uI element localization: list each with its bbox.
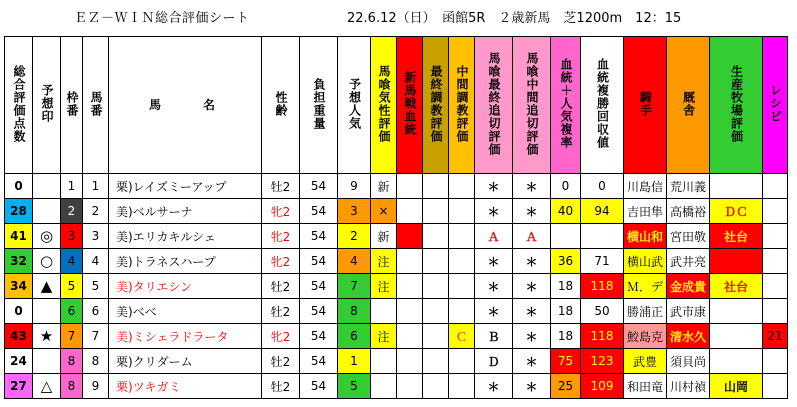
cell-name: 美)ミシェラドラータ — [109, 324, 262, 349]
cell-score: 41 — [5, 224, 33, 249]
column-header-label: 血統＋人気複率 — [559, 58, 573, 149]
cell-stable: 武市康 — [667, 299, 710, 324]
cell-kettou-ninki: 18 — [551, 299, 581, 324]
column-header-label: 負担重量 — [312, 77, 326, 130]
column-header-pop — [338, 37, 371, 174]
cell-breeder: 社台 — [710, 274, 763, 299]
header-row — [5, 37, 788, 174]
column-header-wt — [300, 37, 338, 174]
column-header-kettou-ninki — [551, 37, 581, 174]
cell-wt: 54 — [300, 274, 338, 299]
cell-saishu — [423, 249, 449, 274]
cell-bakui-saishu: ＊ — [475, 299, 513, 324]
cell-recipe: 21 — [763, 324, 788, 349]
cell-bakui: 注 — [371, 249, 397, 274]
cell-pop: 9 — [338, 174, 371, 199]
cell-kettou-kaishu: 94 — [581, 199, 624, 224]
cell-saishu — [423, 349, 449, 374]
cell-pop: 2 — [338, 224, 371, 249]
cell-kettou-ninki: 75 — [551, 349, 581, 374]
cell-mark: △ — [33, 374, 61, 399]
table-row — [5, 174, 788, 199]
cell-score: 27 — [5, 374, 33, 399]
cell-waku: 3 — [61, 224, 83, 249]
cell-bakui-chukan: ＊ — [513, 299, 551, 324]
cell-bakui-chukan: ＊ — [513, 249, 551, 274]
cell-saishu — [423, 199, 449, 224]
cell-kettou-kaishu: 118 — [581, 274, 624, 299]
cell-chukan: Ｃ — [449, 324, 475, 349]
cell-name: 美)ベルサーナ — [109, 199, 262, 224]
column-header-label: 馬喰中間追切評価 — [525, 51, 539, 156]
cell-pop: 3 — [338, 199, 371, 224]
cell-score: 43 — [5, 324, 33, 349]
column-header-label: レシピ — [768, 84, 783, 123]
column-header-mark — [33, 37, 61, 174]
cell-bakui-saishu: ＊ — [475, 274, 513, 299]
cell-uma: 4 — [83, 249, 109, 274]
cell-bakui-chukan: Ａ — [513, 224, 551, 249]
cell-shinba — [397, 299, 423, 324]
cell-bakui-saishu: Ａ — [475, 224, 513, 249]
column-header-waku — [61, 37, 83, 174]
column-header-uma — [83, 37, 109, 174]
column-header-chukan — [449, 37, 475, 174]
cell-jockey: 横山和 — [624, 224, 667, 249]
table-row — [5, 324, 788, 349]
cell-uma: 9 — [83, 374, 109, 399]
column-header-sex — [262, 37, 300, 174]
cell-shinba — [397, 174, 423, 199]
table-body — [5, 174, 788, 399]
column-header-score — [5, 37, 33, 174]
table-row — [5, 349, 788, 374]
cell-mark: ◎ — [33, 224, 61, 249]
cell-score: 24 — [5, 349, 33, 374]
cell-name: 栗)クリダーム — [109, 349, 262, 374]
cell-kettou-kaishu: 118 — [581, 324, 624, 349]
cell-name: 栗)ツキガミ — [109, 374, 262, 399]
cell-recipe — [763, 224, 788, 249]
cell-saishu — [423, 374, 449, 399]
cell-kettou-kaishu: 123 — [581, 349, 624, 374]
cell-uma: 3 — [83, 224, 109, 249]
cell-saishu — [423, 299, 449, 324]
cell-bakui-saishu: ＊ — [475, 199, 513, 224]
cell-stable: 須貝尚 — [667, 349, 710, 374]
cell-kettou-kaishu: 0 — [581, 174, 624, 199]
cell-breeder — [710, 324, 763, 349]
column-header-label: 厩舎 — [681, 90, 696, 117]
cell-bakui — [371, 349, 397, 374]
cell-uma: 7 — [83, 324, 109, 349]
column-header-label: 血統複勝回収値 — [595, 58, 610, 149]
cell-breeder — [710, 174, 763, 199]
column-header-label: 馬喰最終追切評価 — [487, 51, 501, 156]
table-row — [5, 374, 788, 399]
column-header-breeder — [710, 37, 763, 174]
column-header-saishu — [423, 37, 449, 174]
column-header-label: 騎手 — [638, 90, 653, 117]
cell-bakui: 注 — [371, 324, 397, 349]
column-header-label: 生産牧場評価 — [729, 64, 744, 143]
cell-score: 0 — [5, 174, 33, 199]
cell-breeder — [710, 349, 763, 374]
column-header-label: 馬番 — [89, 90, 103, 117]
column-header-shinba — [397, 37, 423, 174]
column-header-label: 枠番 — [65, 90, 79, 117]
cell-kettou-ninki — [551, 224, 581, 249]
cell-sex: 牡2 — [262, 299, 300, 324]
cell-bakui: 新 — [371, 224, 397, 249]
cell-recipe — [763, 299, 788, 324]
column-header-label: 最終調教評価 — [429, 64, 443, 143]
cell-uma: 5 — [83, 274, 109, 299]
cell-bakui-chukan: ＊ — [513, 349, 551, 374]
cell-waku: 2 — [61, 199, 83, 224]
cell-name: 美)タリエシン — [109, 274, 262, 299]
cell-mark — [33, 299, 61, 324]
cell-chukan — [449, 249, 475, 274]
cell-stable: 金成貴 — [667, 274, 710, 299]
cell-waku: 7 — [61, 324, 83, 349]
cell-wt: 54 — [300, 374, 338, 399]
cell-sex: 牡2 — [262, 174, 300, 199]
cell-kettou-ninki: 25 — [551, 374, 581, 399]
column-header-stable — [667, 37, 710, 174]
cell-mark — [33, 349, 61, 374]
column-header-label: 予想印 — [40, 84, 54, 123]
cell-uma: 6 — [83, 299, 109, 324]
cell-wt: 54 — [300, 199, 338, 224]
cell-score: 28 — [5, 199, 33, 224]
column-header-name: 馬 名 — [109, 37, 262, 174]
cell-bakui-chukan: ＊ — [513, 374, 551, 399]
cell-pop: 7 — [338, 274, 371, 299]
column-header-jockey — [624, 37, 667, 174]
table-row — [5, 199, 788, 224]
cell-pop: 5 — [338, 374, 371, 399]
cell-recipe — [763, 374, 788, 399]
cell-jockey: 和田竜 — [624, 374, 667, 399]
column-header-recipe — [763, 37, 788, 174]
cell-bakui: 新 — [371, 174, 397, 199]
cell-kettou-kaishu: 109 — [581, 374, 624, 399]
cell-shinba — [397, 224, 423, 249]
cell-bakui: × — [371, 199, 397, 224]
cell-recipe — [763, 199, 788, 224]
cell-sex: 牝2 — [262, 249, 300, 274]
cell-bakui-chukan: ＊ — [513, 274, 551, 299]
cell-breeder: 山岡 — [710, 374, 763, 399]
cell-recipe — [763, 174, 788, 199]
cell-stable: 荒川義 — [667, 174, 710, 199]
cell-sex: 牝2 — [262, 324, 300, 349]
cell-score: 0 — [5, 299, 33, 324]
cell-uma: 8 — [83, 349, 109, 374]
cell-jockey: Ｍ．デ — [624, 274, 667, 299]
cell-bakui-chukan: ＊ — [513, 174, 551, 199]
cell-kettou-ninki: 18 — [551, 274, 581, 299]
cell-waku: 4 — [61, 249, 83, 274]
cell-score: 34 — [5, 274, 33, 299]
cell-chukan — [449, 374, 475, 399]
cell-uma: 1 — [83, 174, 109, 199]
cell-bakui-saishu: Ｄ — [475, 349, 513, 374]
cell-kettou-kaishu: 71 — [581, 249, 624, 274]
cell-chukan — [449, 349, 475, 374]
cell-bakui-saishu: ＊ — [475, 374, 513, 399]
cell-wt: 54 — [300, 174, 338, 199]
cell-breeder: 社台 — [710, 224, 763, 249]
cell-saishu — [423, 174, 449, 199]
cell-bakui: 注 — [371, 274, 397, 299]
cell-chukan — [449, 224, 475, 249]
cell-wt: 54 — [300, 324, 338, 349]
cell-jockey: 勝浦正 — [624, 299, 667, 324]
cell-jockey: 鮫島克 — [624, 324, 667, 349]
cell-waku: 8 — [61, 374, 83, 399]
table-row — [5, 299, 788, 324]
cell-wt: 54 — [300, 249, 338, 274]
cell-pop: 4 — [338, 249, 371, 274]
cell-saishu — [423, 224, 449, 249]
cell-breeder: ＤＣ — [710, 199, 763, 224]
cell-wt: 54 — [300, 299, 338, 324]
cell-kettou-kaishu: 50 — [581, 299, 624, 324]
cell-stable: 宮田敬 — [667, 224, 710, 249]
table-row — [5, 224, 788, 249]
cell-mark: ▲ — [33, 274, 61, 299]
cell-sex: 牝2 — [262, 199, 300, 224]
cell-recipe — [763, 274, 788, 299]
column-header-label: 予想人気 — [347, 77, 362, 130]
cell-mark: ★ — [33, 324, 61, 349]
column-header-label: 新馬戦血統 — [403, 71, 417, 136]
cell-bakui-chukan: ＊ — [513, 324, 551, 349]
cell-jockey: 吉田隼 — [624, 199, 667, 224]
cell-shinba — [397, 274, 423, 299]
column-header-label: 性齢 — [274, 90, 288, 117]
column-header-bakui-chukan — [513, 37, 551, 174]
cell-name: 栗)レイズミーアップ — [109, 174, 262, 199]
cell-bakui-saishu: ＊ — [475, 249, 513, 274]
cell-sex: 牡2 — [262, 349, 300, 374]
cell-sex: 牡2 — [262, 374, 300, 399]
cell-score: 32 — [5, 249, 33, 274]
cell-bakui-saishu: ＊ — [475, 174, 513, 199]
cell-jockey: 横山武 — [624, 249, 667, 274]
cell-chukan — [449, 174, 475, 199]
cell-stable: 清水久 — [667, 324, 710, 349]
column-header-bakui — [371, 37, 397, 174]
column-header-label: 馬喰気性評価 — [377, 64, 391, 143]
cell-sex: 牝2 — [262, 224, 300, 249]
cell-pop: 6 — [338, 324, 371, 349]
race-info: 22.6.12（日） 函館5R ２歳新馬 芝1200m 12：15 — [347, 11, 682, 26]
cell-kettou-ninki: 40 — [551, 199, 581, 224]
cell-bakui-saishu: Ｂ — [475, 324, 513, 349]
cell-chukan — [449, 199, 475, 224]
cell-recipe — [763, 349, 788, 374]
cell-name: 美)トラネスハープ — [109, 249, 262, 274]
cell-bakui-chukan: ＊ — [513, 199, 551, 224]
cell-shinba — [397, 349, 423, 374]
cell-uma: 2 — [83, 199, 109, 224]
cell-mark — [33, 199, 61, 224]
cell-chukan — [449, 299, 475, 324]
column-header-kettou-kaishu — [581, 37, 624, 174]
table-row — [5, 249, 788, 274]
cell-kettou-kaishu — [581, 224, 624, 249]
table-row — [5, 274, 788, 299]
cell-saishu — [423, 274, 449, 299]
cell-jockey: 武豊 — [624, 349, 667, 374]
cell-bakui — [371, 299, 397, 324]
cell-mark — [33, 174, 61, 199]
cell-wt: 54 — [300, 224, 338, 249]
column-header-label: 中間調教評価 — [455, 64, 469, 143]
cell-mark: ○ — [33, 249, 61, 274]
cell-name: 美)エリカキルシェ — [109, 224, 262, 249]
column-header-label: 総合評価点数 — [12, 64, 26, 143]
cell-kettou-ninki: 18 — [551, 324, 581, 349]
cell-kettou-ninki: 0 — [551, 174, 581, 199]
cell-stable: 川村禎 — [667, 374, 710, 399]
cell-bakui — [371, 374, 397, 399]
cell-breeder: ＮＦ — [710, 249, 763, 274]
cell-pop: 8 — [338, 299, 371, 324]
cell-wt: 54 — [300, 349, 338, 374]
cell-saishu — [423, 324, 449, 349]
cell-breeder — [710, 299, 763, 324]
column-header-bakui-saishu — [475, 37, 513, 174]
cell-sex: 牡2 — [262, 274, 300, 299]
cell-waku: 5 — [61, 274, 83, 299]
cell-shinba — [397, 249, 423, 274]
evaluation-table — [4, 36, 788, 399]
cell-waku: 6 — [61, 299, 83, 324]
cell-chukan — [449, 274, 475, 299]
cell-shinba — [397, 199, 423, 224]
cell-recipe — [763, 249, 788, 274]
cell-shinba — [397, 374, 423, 399]
cell-shinba — [397, 324, 423, 349]
cell-stable: 高橋裕 — [667, 199, 710, 224]
cell-pop: 1 — [338, 349, 371, 374]
cell-waku: 1 — [61, 174, 83, 199]
cell-jockey: 川島信 — [624, 174, 667, 199]
cell-stable: 武井亮 — [667, 249, 710, 274]
cell-name: 美)ベベ — [109, 299, 262, 324]
cell-waku: 8 — [61, 349, 83, 374]
sheet-title: ＥＺ－ＷＩＮ総合評価シート — [74, 11, 250, 26]
cell-kettou-ninki: 36 — [551, 249, 581, 274]
